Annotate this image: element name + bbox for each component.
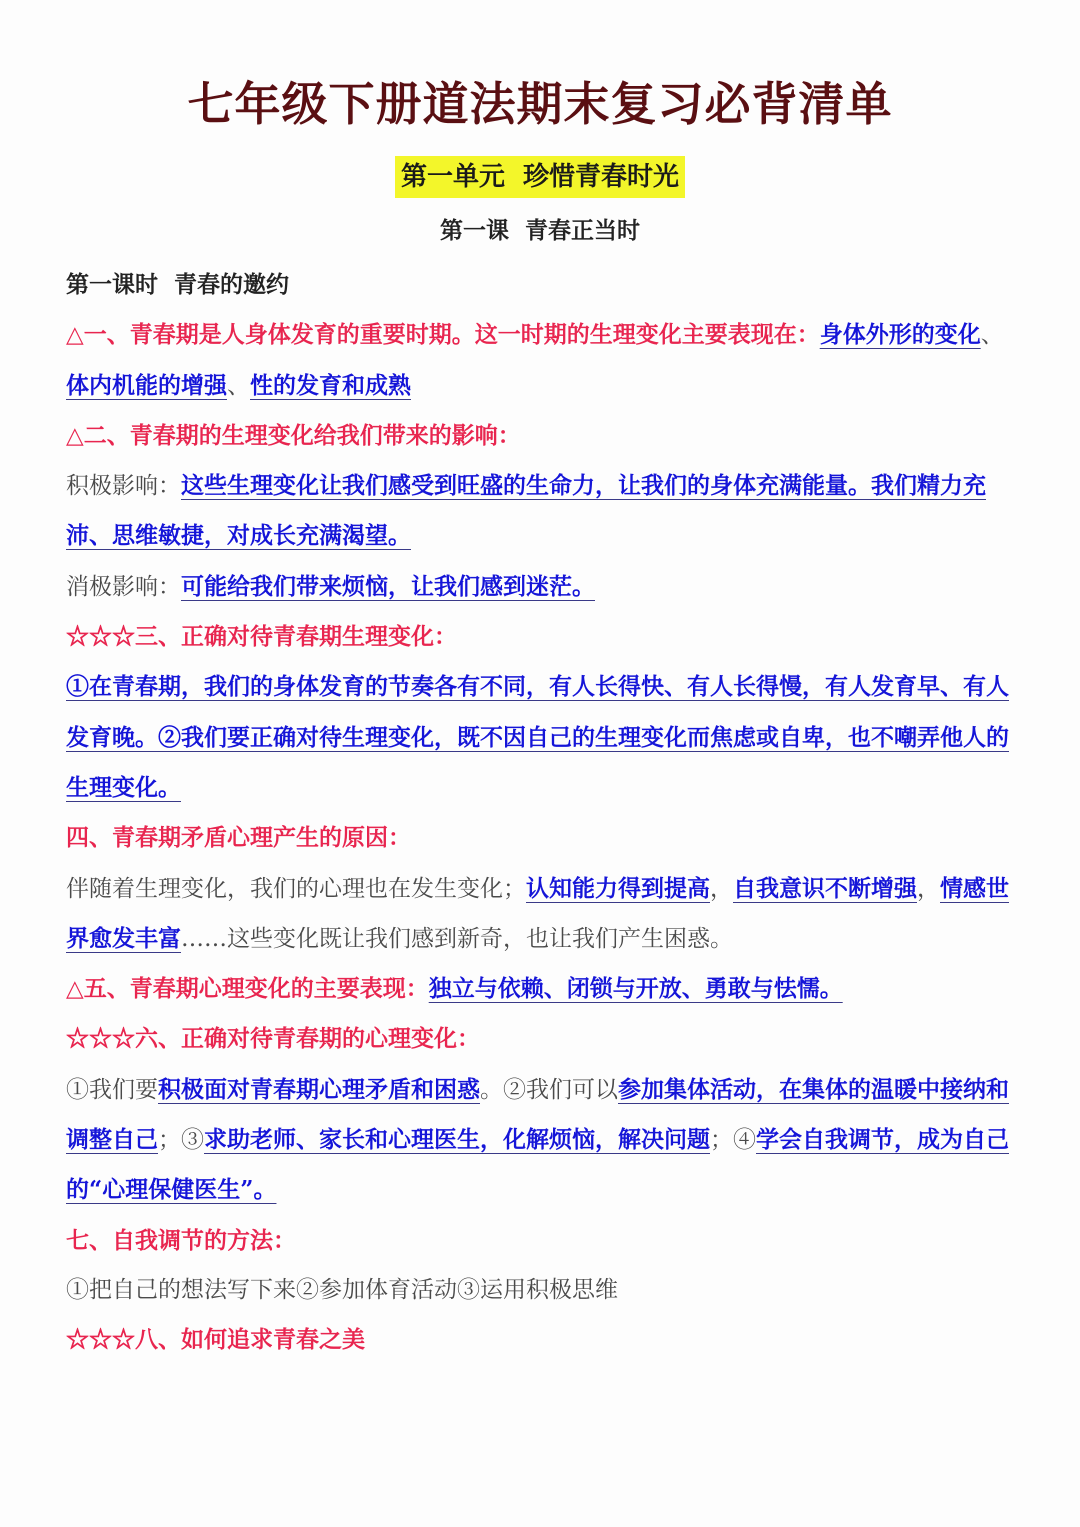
section-8-heading: ☆☆☆八、如何追求青春之美 <box>66 1326 365 1354</box>
section-7-body <box>66 1266 1024 1315</box>
section-5-heading: △五、青春期心理变化的主要表现： <box>66 975 429 1003</box>
section-3-body <box>66 662 1024 813</box>
unit-heading-wrap <box>0 156 1080 198</box>
section-6-text-2: 。②我们可以 <box>480 1076 618 1103</box>
answer-4-1: 认知能力得到提高 <box>526 874 710 902</box>
unit-heading: 第一单元 珍惜青春时光 <box>395 156 685 198</box>
section-4-heading-line <box>66 813 1024 863</box>
section-3-heading: ☆☆☆三、正确对待青春期生理变化： <box>66 623 457 651</box>
section-7-text: ①把自己的想法写下来②参加体育活动③运用积极思维 <box>66 1276 618 1303</box>
section-5-answer: 独立与依赖、闭锁与开放、勇敢与怯懦。 <box>428 975 843 1003</box>
section-6-heading-line <box>66 1014 1024 1064</box>
answer-4-3: 情感世界愈发丰富 <box>66 874 1009 952</box>
lesson-heading: 第一课 青春正当时 <box>439 217 640 244</box>
section-4-body <box>66 864 1024 965</box>
content-body <box>66 260 1024 1366</box>
period-title: 第一课时 青春的邀约 <box>66 271 290 298</box>
section-6-text-3: ；③ <box>158 1127 204 1154</box>
section-4-text-2: ……这些变化既让我们感到新奇，也让我们产生困惑。 <box>181 925 733 952</box>
section-1 <box>66 310 1024 411</box>
negative-answer: 可能给我们带来烦恼，让我们感到迷茫。 <box>181 572 595 600</box>
separator: ， <box>917 875 940 902</box>
answer-6-1: 积极面对青春期心理矛盾和困惑 <box>158 1075 480 1103</box>
answer-1-2: 体内机能的增强 <box>66 371 227 399</box>
answer-1-3: 性的发育和成熟 <box>250 371 411 399</box>
section-7-heading-line <box>66 1216 1024 1266</box>
section-3-answer: ①在青春期，我们的身体发育的节奏各有不同，有人长得快、有人长得慢，有人发育早、有人发育晚。②我们要正确对待生理变化，既不因自己的生理变化而焦虑或自卑，也不嘲弄他人的生理变化。 <box>66 673 1009 801</box>
section-1-heading: △一、青春期是人身体发育的重要时期。这一时期的生理变化主要表现在： <box>66 321 820 349</box>
positive-label: 积极影响： <box>66 473 181 500</box>
section-6-text-4: ；④ <box>710 1127 756 1154</box>
section-8-heading-line <box>66 1315 1024 1365</box>
answer-4-2: 自我意识不断增强 <box>733 874 917 902</box>
separator: ， <box>710 875 733 902</box>
separator: 、 <box>227 372 250 399</box>
answer-6-3: 求助老师、家长和心理医生，化解烦恼，解决问题 <box>204 1126 710 1154</box>
section-5 <box>66 964 1024 1014</box>
answer-6-4: 学会自我调节，成为自己的“心理保健医生”。 <box>66 1126 1009 1204</box>
document-title: 七年级下册道法期末复习必背清单 <box>187 77 893 131</box>
positive-answer: 这些生理变化让我们感受到旺盛的生命力，让我们的身体充满能量。我们精力充沛、思维敏捷，对成长充满渴望。 <box>66 472 986 550</box>
section-6-body <box>66 1065 1024 1216</box>
section-7-heading: 七、自我调节的方法： <box>66 1226 296 1254</box>
section-4-heading: 四、青春期矛盾心理产生的原因： <box>66 824 411 852</box>
section-2-heading-line <box>66 411 1024 461</box>
positive-effect <box>66 461 1024 562</box>
section-2-heading: △二、青春期的生理变化给我们带来的影响： <box>66 421 521 449</box>
answer-1-1: 身体外形的变化 <box>819 321 981 349</box>
answer-6-2: 参加集体活动，在集体的温暖中接纳和调整自己 <box>66 1075 1009 1154</box>
negative-effect <box>66 562 1024 612</box>
period-heading <box>66 260 1024 310</box>
section-3-heading-line <box>66 612 1024 662</box>
section-4-text-1: 伴随着生理变化，我们的心理也在发生变化； <box>66 875 526 902</box>
section-6-heading: ☆☆☆六、正确对待青春期的心理变化： <box>66 1025 480 1053</box>
separator: 、 <box>980 322 1004 349</box>
negative-label: 消极影响： <box>66 573 181 600</box>
section-6-text-1: ①我们要 <box>66 1076 158 1103</box>
